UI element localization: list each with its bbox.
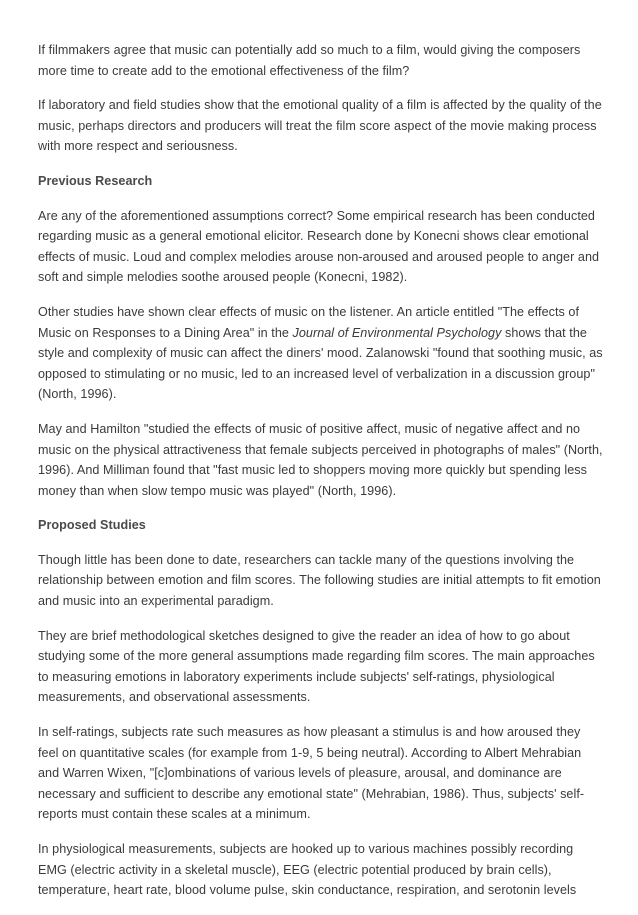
heading-proposed-studies: Proposed Studies (38, 518, 146, 533)
document-page (38, 40, 604, 915)
paragraph-dining-area (38, 302, 604, 405)
journal-title: Journal of Environmental Psychology (292, 325, 502, 340)
paragraph-filmmakers-question: If filmmakers agree that music can potentially add so much to a film, would giving the composers more time to create add to the emotional effectiveness of the film? (38, 43, 581, 78)
dining-text-after: shows that the style and complexity of music can affect the diners' mood. Zalanowski "found that soothing music, as opposed to stimulating or no music, led to an increased level of verbalization in a discussion group" (North, 1996). (38, 325, 603, 402)
paragraph-konecni: Are any of the aforementioned assumptions correct? Some empirical research has been conducted regarding music as a general emotional elicitor. Research done by Konecni shows clear emotional effects of music. Loud and complex melodies arouse non-aroused and aroused people to anger and soft and simple melodies soothe aroused people (Konecni, 1982). (38, 208, 600, 285)
paragraph-self-ratings: In self-ratings, subjects rate such measures as how pleasant a stimulus is and how aroused they feel on quantitative scales (for example from 1-9, 5 being neutral). According to Albert Mehrabian and Warren Wixen, "[c]ombinations of various levels of pleasure, arousal, and dominance are necessary and sufficient to describe any emotional state" (Mehrabian, 1986). Thus, subjects' self-reports must contain these scales at a minimum. (38, 725, 585, 822)
paragraph-may-hamilton: May and Hamilton "studied the effects of music of positive affect, music of negative affect and no music on the physical attractiveness that female subjects perceived in photographs of males" (North, 1996). And Milliman found that "fast music led to shoppers moving more quickly but spending less money than when slow tempo music was played" (North, 1996). (38, 421, 603, 498)
paragraph-methodological-sketches: They are brief methodological sketches designed to give the reader an idea of how to go about studying some of the more general assumptions made regarding film scores. The main approaches to measuring emotions in laboratory experiments include subjects' self-ratings, physiological measurements, and observational assessments. (38, 628, 595, 705)
dining-text-before: Other studies have shown clear effects of music on the listener. An article entitled "The effects of Music on Responses to a Dining Area" in the (38, 304, 580, 340)
heading-previous-research: Previous Research (38, 173, 153, 188)
paragraph-physiological: In physiological measurements, subjects are hooked up to various machines possibly recording EMG (electric activity in a skeletal muscle), EEG (electric potential produced by brain cells), temperature, heart rate, blood volume pulse, skin conductance, respiration, and serotonin levels (38, 842, 577, 898)
paragraph-little-done: Though little has been done to date, researchers can tackle many of the questions involving the relationship between emotion and film scores. The following studies are initial attempts to fit emotion and music into an experimental paradigm. (38, 552, 601, 609)
paragraph-laboratory-studies: If laboratory and field studies show that the emotional quality of a film is affected by the quality of the music, perhaps directors and producers will treat the film score aspect of the movie making process with more respect and seriousness. (38, 98, 602, 154)
